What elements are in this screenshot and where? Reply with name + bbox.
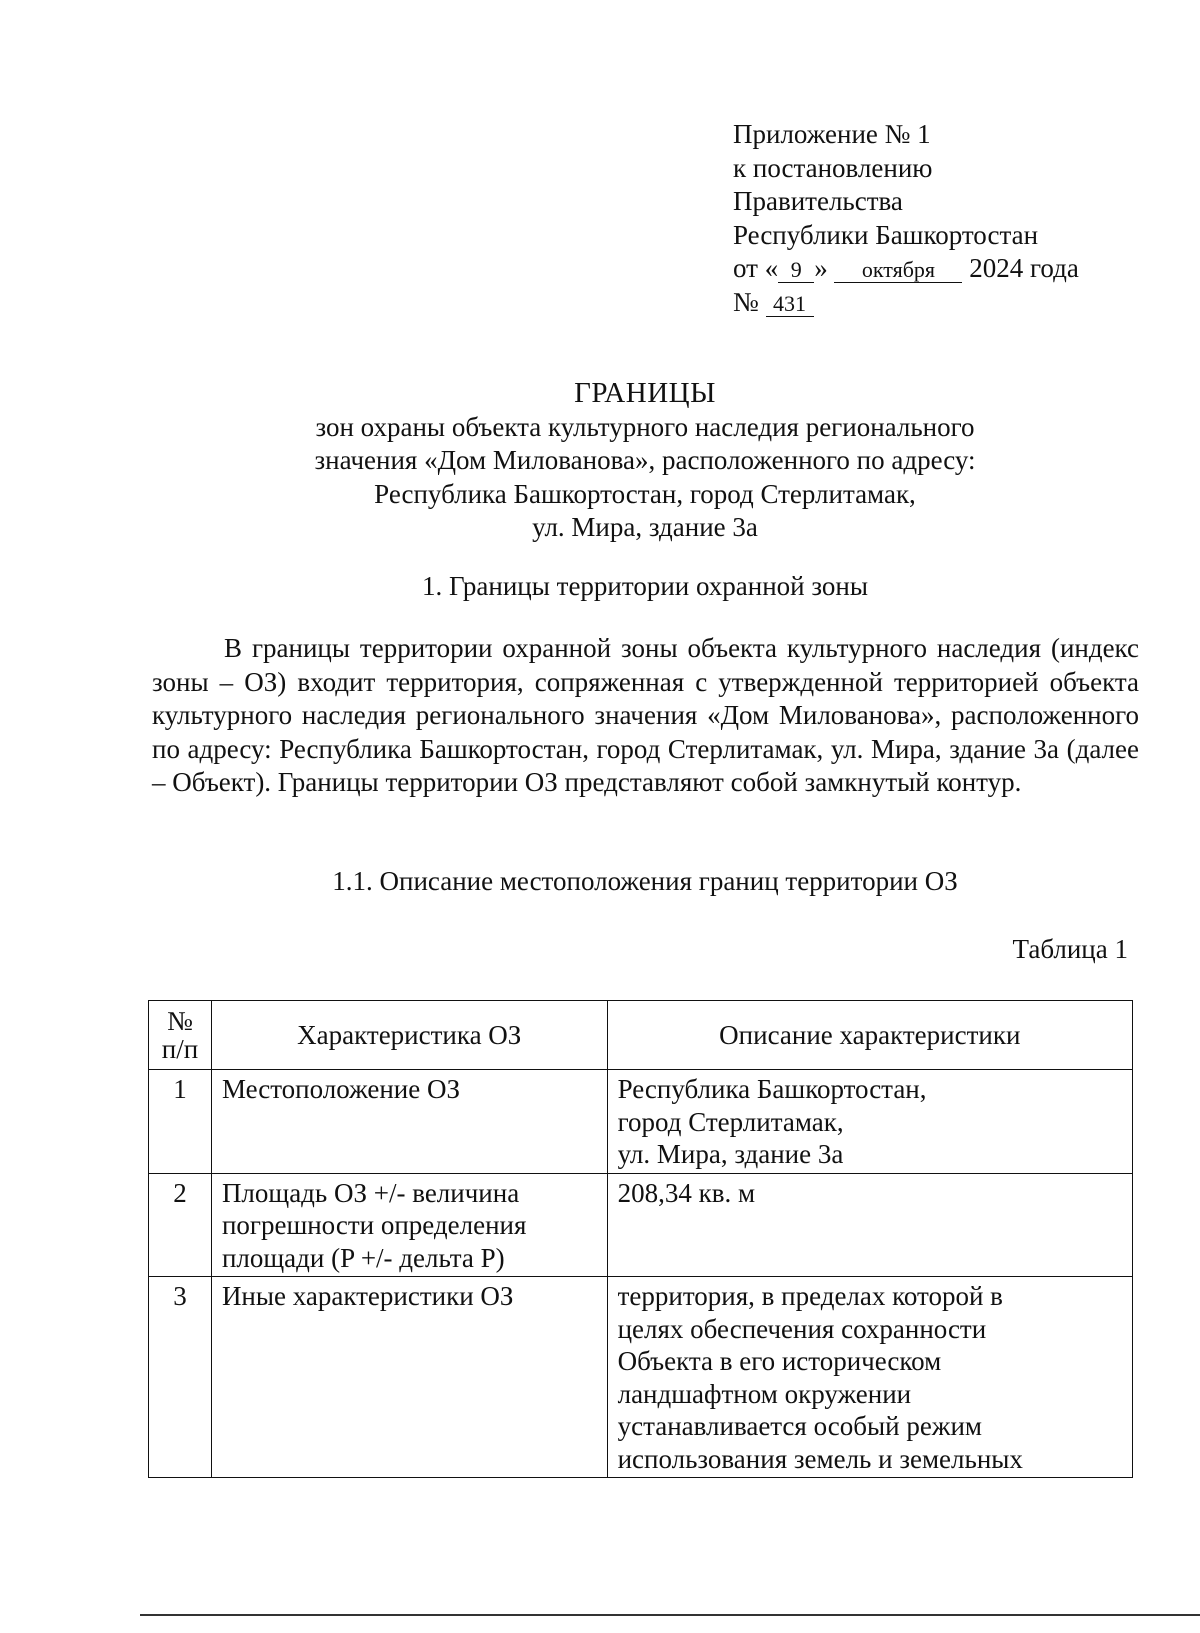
cell-line: площади (P +/- дельта P) [221,1242,505,1273]
header-number-line: № [167,1006,193,1036]
header-characteristic: Характеристика ОЗ [211,1001,607,1070]
appendix-line: Республики Башкортостан [733,219,1039,250]
cell-line: Площадь ОЗ +/- величина [221,1177,520,1208]
appendix-block [733,118,1079,319]
table-row [149,1070,1133,1174]
row-number: 3 [149,1277,212,1478]
table-row [149,1277,1133,1478]
cell-line: погрешности определения [221,1210,527,1240]
date-year: 2024 года [969,253,1079,283]
appendix-date-line [733,252,1079,286]
cell-line: Республика Башкортостан, [617,1074,927,1104]
appendix-line: Приложение № 1 [733,119,931,149]
header-number [149,1001,212,1070]
table-row [149,1173,1133,1277]
table-caption: Таблица 1 [1012,934,1128,964]
header-number-line: п/п [161,1034,199,1064]
cell-line: 208,34 кв. м [617,1177,756,1208]
row-description [607,1070,1132,1174]
row-number: 2 [149,1173,212,1277]
row-characteristic [211,1277,607,1478]
decree-number: 431 [766,291,814,317]
cell-line: использования земель и земельных [617,1443,1023,1474]
header-description: Описание характеристики [607,1001,1132,1070]
table-header-row [149,1001,1133,1070]
subsection-heading: 1.1. Описание местоположения границ территории ОЗ [332,866,958,896]
row-number: 1 [149,1070,212,1174]
row-description [607,1277,1132,1478]
title-line: значения «Дом Милованова», расположенного по адресу: [314,445,976,475]
number-prefix: № [733,286,759,317]
document-title [150,377,1140,545]
title-heading: ГРАНИЦЫ [574,377,716,409]
date-mid: » [814,253,828,283]
section-heading: 1. Границы территории охранной зоны [422,571,868,601]
cell-line: Объекта в его историческом [617,1346,942,1376]
appendix-number-line [733,286,1079,320]
row-characteristic [211,1070,607,1174]
cell-line: территория, в пределах которой в [617,1281,1003,1311]
title-line: Республика Башкортостан, город Стерлитамак, [374,478,916,509]
cell-line: целях обеспечения сохранности [617,1313,987,1344]
scan-edge-line [140,1614,1200,1616]
cell-line: Местоположение ОЗ [221,1074,461,1104]
appendix-line: Правительства [733,186,903,216]
body-paragraph: В границы территории охранной зоны объекта культурного наследия (индекс зоны – ОЗ) входит территория, сопряженная с утвержденной территорией объекта культурного наследия регионального значения «Дом Милованова», расположенного по адресу: Республика Башкортостан, город Стерлитамак, ул. Мира, здание 3а (далее – Объект). Границы территории ОЗ представляют собой замкнутый контур. [152,633,1139,797]
date-day: 9 [778,257,814,283]
cell-line: Иные характеристики ОЗ [221,1281,514,1311]
appendix-line: к постановлению [733,152,933,183]
cell-line: ул. Мира, здание 3а [617,1139,844,1169]
row-description [607,1173,1132,1277]
cell-line: город Стерлитамак, [617,1106,844,1137]
cell-line: ландшафтном окружении [617,1378,912,1409]
table-body [149,1070,1133,1478]
title-line: зон охраны объекта культурного наследия регионального [315,411,975,442]
row-characteristic [211,1173,607,1277]
title-line: ул. Мира, здание 3а [532,512,758,542]
cell-line: устанавливается особый режим [617,1411,982,1441]
date-month: октября [834,257,962,283]
date-prefix: от « [733,253,779,283]
boundary-table [148,1000,1133,1478]
